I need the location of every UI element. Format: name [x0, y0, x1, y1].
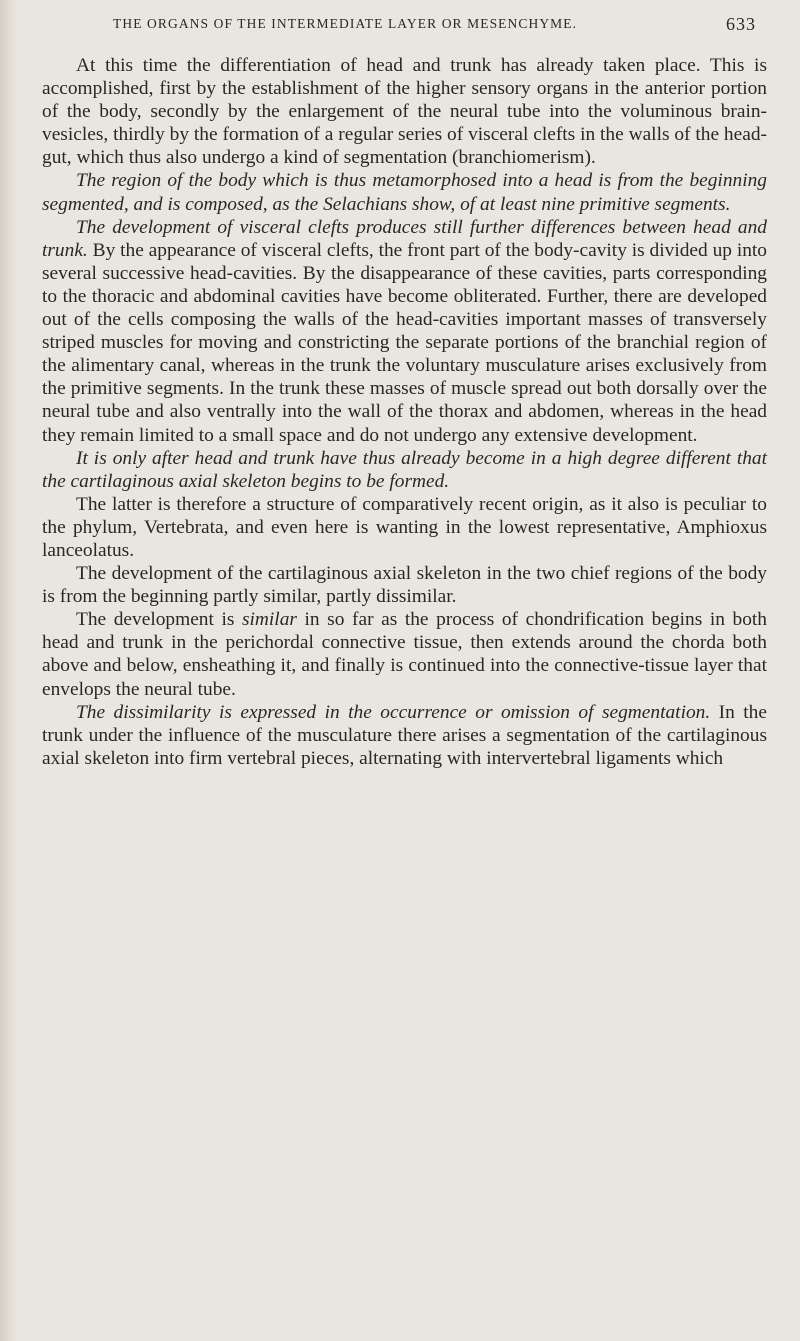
paragraph-7 [42, 608, 767, 700]
body-text [30, 54, 767, 770]
paragraph-4-italic: It is only after head and trunk have thus already become in a high degree different that the cartilaginous axial skeleton begins to be formed. [42, 447, 767, 492]
paragraph-7-text-before: The development is [76, 609, 242, 631]
running-title: THE ORGANS OF THE INTERMEDIATE LAYER OR MESENCHYME. [113, 16, 578, 31]
paragraph-7-italic: similar [241, 609, 297, 631]
paragraph-3-text: By the appearance of visceral clefts, the front part of the body-cavity is divided up into several successive head-cavities. By the disappearance of these cavities, parts corresponding to the thoracic and abdominal cavities have become obliterated. Further, there are developed out of the cells composing the walls of the head-cavities important masses of transversely striped muscles for moving and constricting the separate portions of the branchial region of the alimentary canal, whereas in the trunk the voluntary musculature arises exclusively from the primitive segments. In the trunk these masses of muscle spread out both dorsally over the neural tube and also ventrally into the wall of the thorax and abdomen, whereas in the head they remain limited to a small space and do not undergo any extensive development. [42, 239, 767, 446]
paragraph-3-italic: The development of visceral clefts produces still further differences between head and trunk. [42, 216, 767, 261]
paragraph-5-text: The latter is therefore a structure of comparatively recent origin, as it also is peculiar to the phylum, Vertebrata, and even here is wanting in the lowest representative, Amphioxus lanceolatus. [42, 493, 767, 561]
running-head [30, 14, 782, 48]
paragraph-6-text: The development of the cartilaginous axial skeleton in the two chief regions of the body is from the beginning partly similar, partly dissimilar. [42, 563, 767, 608]
paragraph-3 [42, 216, 767, 447]
paragraph-8-italic: The dissimilarity is expressed in the occurrence or omission of segmentation. [76, 701, 711, 723]
book-page [30, 14, 782, 770]
paragraph-8 [42, 701, 767, 770]
paragraph-4 [42, 447, 767, 493]
paragraph-8-text: In the trunk under the influence of the musculature there arises a segmentation of the cartilaginous axial skeleton into firm vertebral pieces, alternating with intervertebral ligaments which [42, 701, 767, 769]
paragraph-2-italic: The region of the body which is thus metamorphosed into a head is from the beginning segmented, and is composed, as the Selachians show, of at least nine primitive segments. [42, 170, 767, 215]
paragraph-1-text: At this time the differentiation of head and trunk has already taken place. This is accomplished, first by the establishment of the higher sensory organs in the anterior portion of the body, secondly by the enlargement of the neural tube into the voluminous brain-vesicles, thirdly by the formation of a regular series of visceral clefts in the walls of the head-gut, which thus also undergo a kind of segmentation (branchiomerism). [42, 55, 767, 169]
paragraph-5 [42, 493, 767, 562]
paragraph-1 [42, 54, 767, 169]
page-number: 633 [726, 14, 756, 34]
paragraph-6 [42, 562, 767, 608]
page-gutter-shadow [0, 0, 18, 1341]
paragraph-2 [42, 169, 767, 215]
paragraph-7-text-after: in so far as the process of chondrification begins in both head and trunk in the perichordal connective tissue, then extends around the chorda both above and below, ensheathing it, and finally is continued into the connective-tissue layer that envelops the neural tube. [42, 609, 767, 700]
